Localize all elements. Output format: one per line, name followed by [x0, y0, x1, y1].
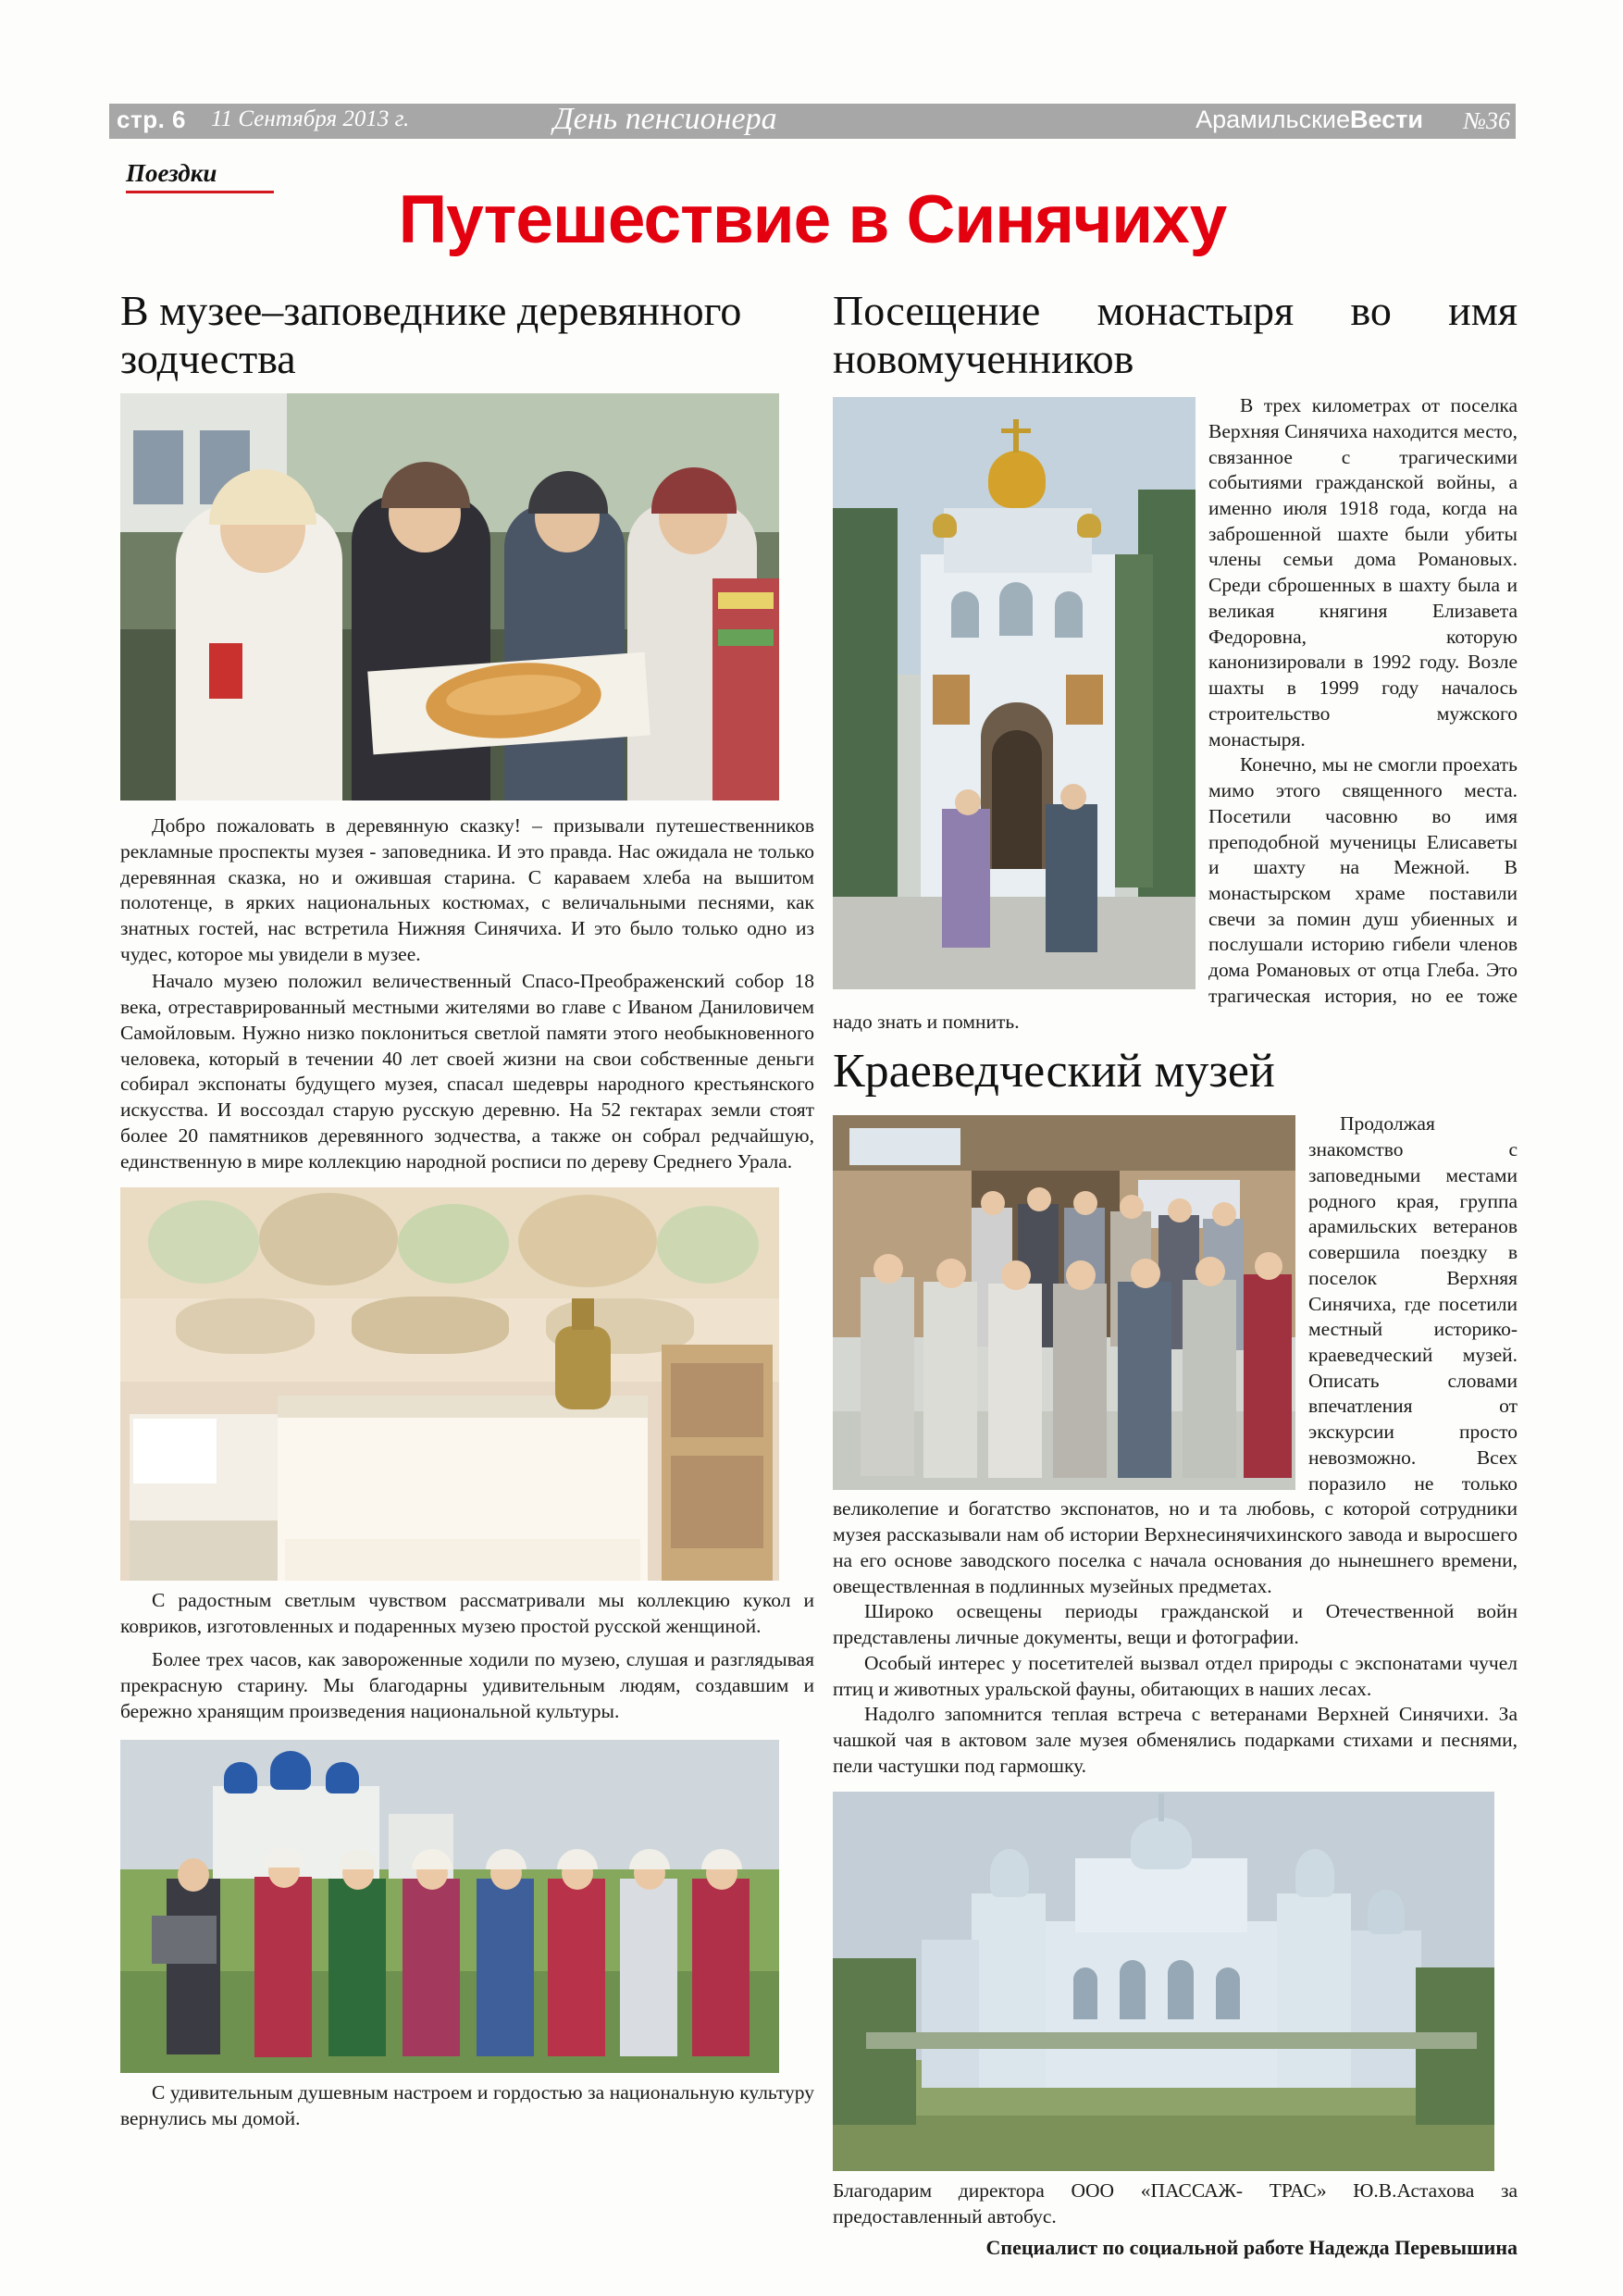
- paragraph: Продолжая знакомство с заповедными местами родного края, группа арамильских ветеранов совершила поездку в поселок Верхняя Синячиха, где посетили местный историко-краеведческий музей. Описать словами впечатления от экскурсии просто невозможно. Всех поразило не только великолепие и богатство экспонатов, но и та любовь, с которой сотрудники музея рассказывали нам об истории Верхнесинячихинского завода и выросшего на его основе заводского поселка с начала основания до нынешнего времени, овеществленная в подлинных музейных предметах.: [833, 1112, 1518, 1597]
- article-title-local-museum: Краеведческий музей: [833, 1045, 1275, 1098]
- photo-caption: С удивительным душевным настроем и гордостью за национальную культуру вернулись мы домой.: [120, 2081, 814, 2129]
- photo-folk-ensemble: [120, 1740, 779, 2073]
- masthead: [109, 100, 1516, 143]
- photo-veterans-group: [833, 1115, 1295, 1490]
- page-headline: Путешествие в Синячиху: [398, 182, 1227, 257]
- newspaper-brand: [1196, 105, 1423, 134]
- photo-museum-interior: [120, 1187, 779, 1581]
- right-column: [833, 287, 1518, 2260]
- article-title-museum: В музее–заповеднике деревянного зодчества: [120, 287, 742, 382]
- photo-caption: С радостным светлым чувством рассматривали мы коллекцию кукол и ковриков, изготовленных и подаренных музею простой русской женщиной.: [120, 1589, 814, 1638]
- photo-monastery-church: [833, 397, 1196, 989]
- paragraph: Широко освещены периоды гражданской и Отечественной войн представлены личные документы, вещи и фотографии.: [833, 1600, 1518, 1649]
- issue-number: №36: [1463, 107, 1510, 134]
- paragraph: Начало музею положил величественный Спасо-Преображенский собор 18 века, отреставрированный местными жителями во главе с Иваном Даниловичем Самойловым. Нужно низко поклониться светлой памяти этого необыкновенного человека, который в течении 40 лет своей жизни на свои собственные деньги собирал экспонаты будущего музея, спасал шедевры народного крестьянского искусства. И воссоздал старую русскую деревню. На 52 гектарах земли стоят более 20 памятников деревянного зодчества, а также он собрал редчайшую, единственную в мире коллекцию народной росписи по дереву Среднего Урала.: [120, 970, 814, 1173]
- rubric-label: Поездки: [126, 159, 274, 193]
- author-signature: Специалист по социальной работе Надежда Перевышина: [985, 2236, 1518, 2260]
- brand-bold: Вести: [1350, 105, 1423, 133]
- section-title: День пенсионера: [553, 102, 777, 136]
- monastery-article-body: [833, 393, 1518, 1035]
- page-number-label: стр. 6: [117, 105, 186, 133]
- paragraph: Конечно, мы не смогли проехать мимо этого священного места. Посетили часовню во имя преподобной мученицы Елисаветы и шахту на Межной. В монастырском храме поставили свечи за помин душ убиенных и послушали историю гибели членов дома Романовых от отца Глеба. Это трагическая история, но ее тоже надо знать и помнить.: [833, 753, 1518, 1033]
- photo-cathedral: [833, 1792, 1494, 2171]
- left-column: [120, 287, 814, 2134]
- article-title-monastery: Посещение монастыря во имя новомученников: [833, 287, 1518, 382]
- brand-light: Арамильские: [1196, 105, 1350, 133]
- paragraph: Более трех часов, как завороженные ходили по музею, слушая и разглядывая прекрасную старину. Мы благодарны удивительным людям, создавшим и бережно хранящим произведения национальной культуры.: [120, 1648, 814, 1723]
- issue-date: 11 Сентября 2013 г.: [211, 106, 410, 131]
- photo-women-with-bread: [120, 393, 779, 800]
- paragraph: Особый интерес у посетителей вызвал отдел природы с экспонатами чучел птиц и животных уральской фауны, обитающих в наших лесах.: [833, 1651, 1518, 1700]
- paragraph: Надолго запомнится теплая встреча с ветеранами Верхней Синячихи. За чашкой чая в актовом зале музея обменялись подарками стихами и песнями, пели частушки под гармошку.: [833, 1703, 1518, 1777]
- photo-caption-sponsor: Благодарим директора ООО «ПАССАЖ- ТРАС» Ю.В.Астахова за предоставленный автобус.: [833, 2179, 1518, 2228]
- paragraph: В трех километрах от поселка Верхняя Синячиха находится место, связанное с трагическими событиями гражданской войны, а именно июля 1918 года, когда на заброшенной шахте были убиты члены семьи дома Романовых. Среди сброшенных в шахту была и великая княгиня Елизавета Федоровна, которую канонизировали в 1992 году. Возле шахты в 1999 году началось строительство мужского монастыря.: [1208, 394, 1518, 751]
- paragraph: Добро пожаловать в деревянную сказку! – призывали путешественников рекламные проспекты музея - заповедника. И это правда. Нас ожидала не только деревянная сказка, но и ожившая старина. С караваем хлеба на вышитом полотенце, в ярких национальных костюмах, с величальными песнями, как знатных гостей, нас встретила Нижняя Синячиха. И это было только одно из чудес, которое мы увидели в музее.: [120, 814, 814, 965]
- local-museum-article-body: [833, 1111, 1518, 1779]
